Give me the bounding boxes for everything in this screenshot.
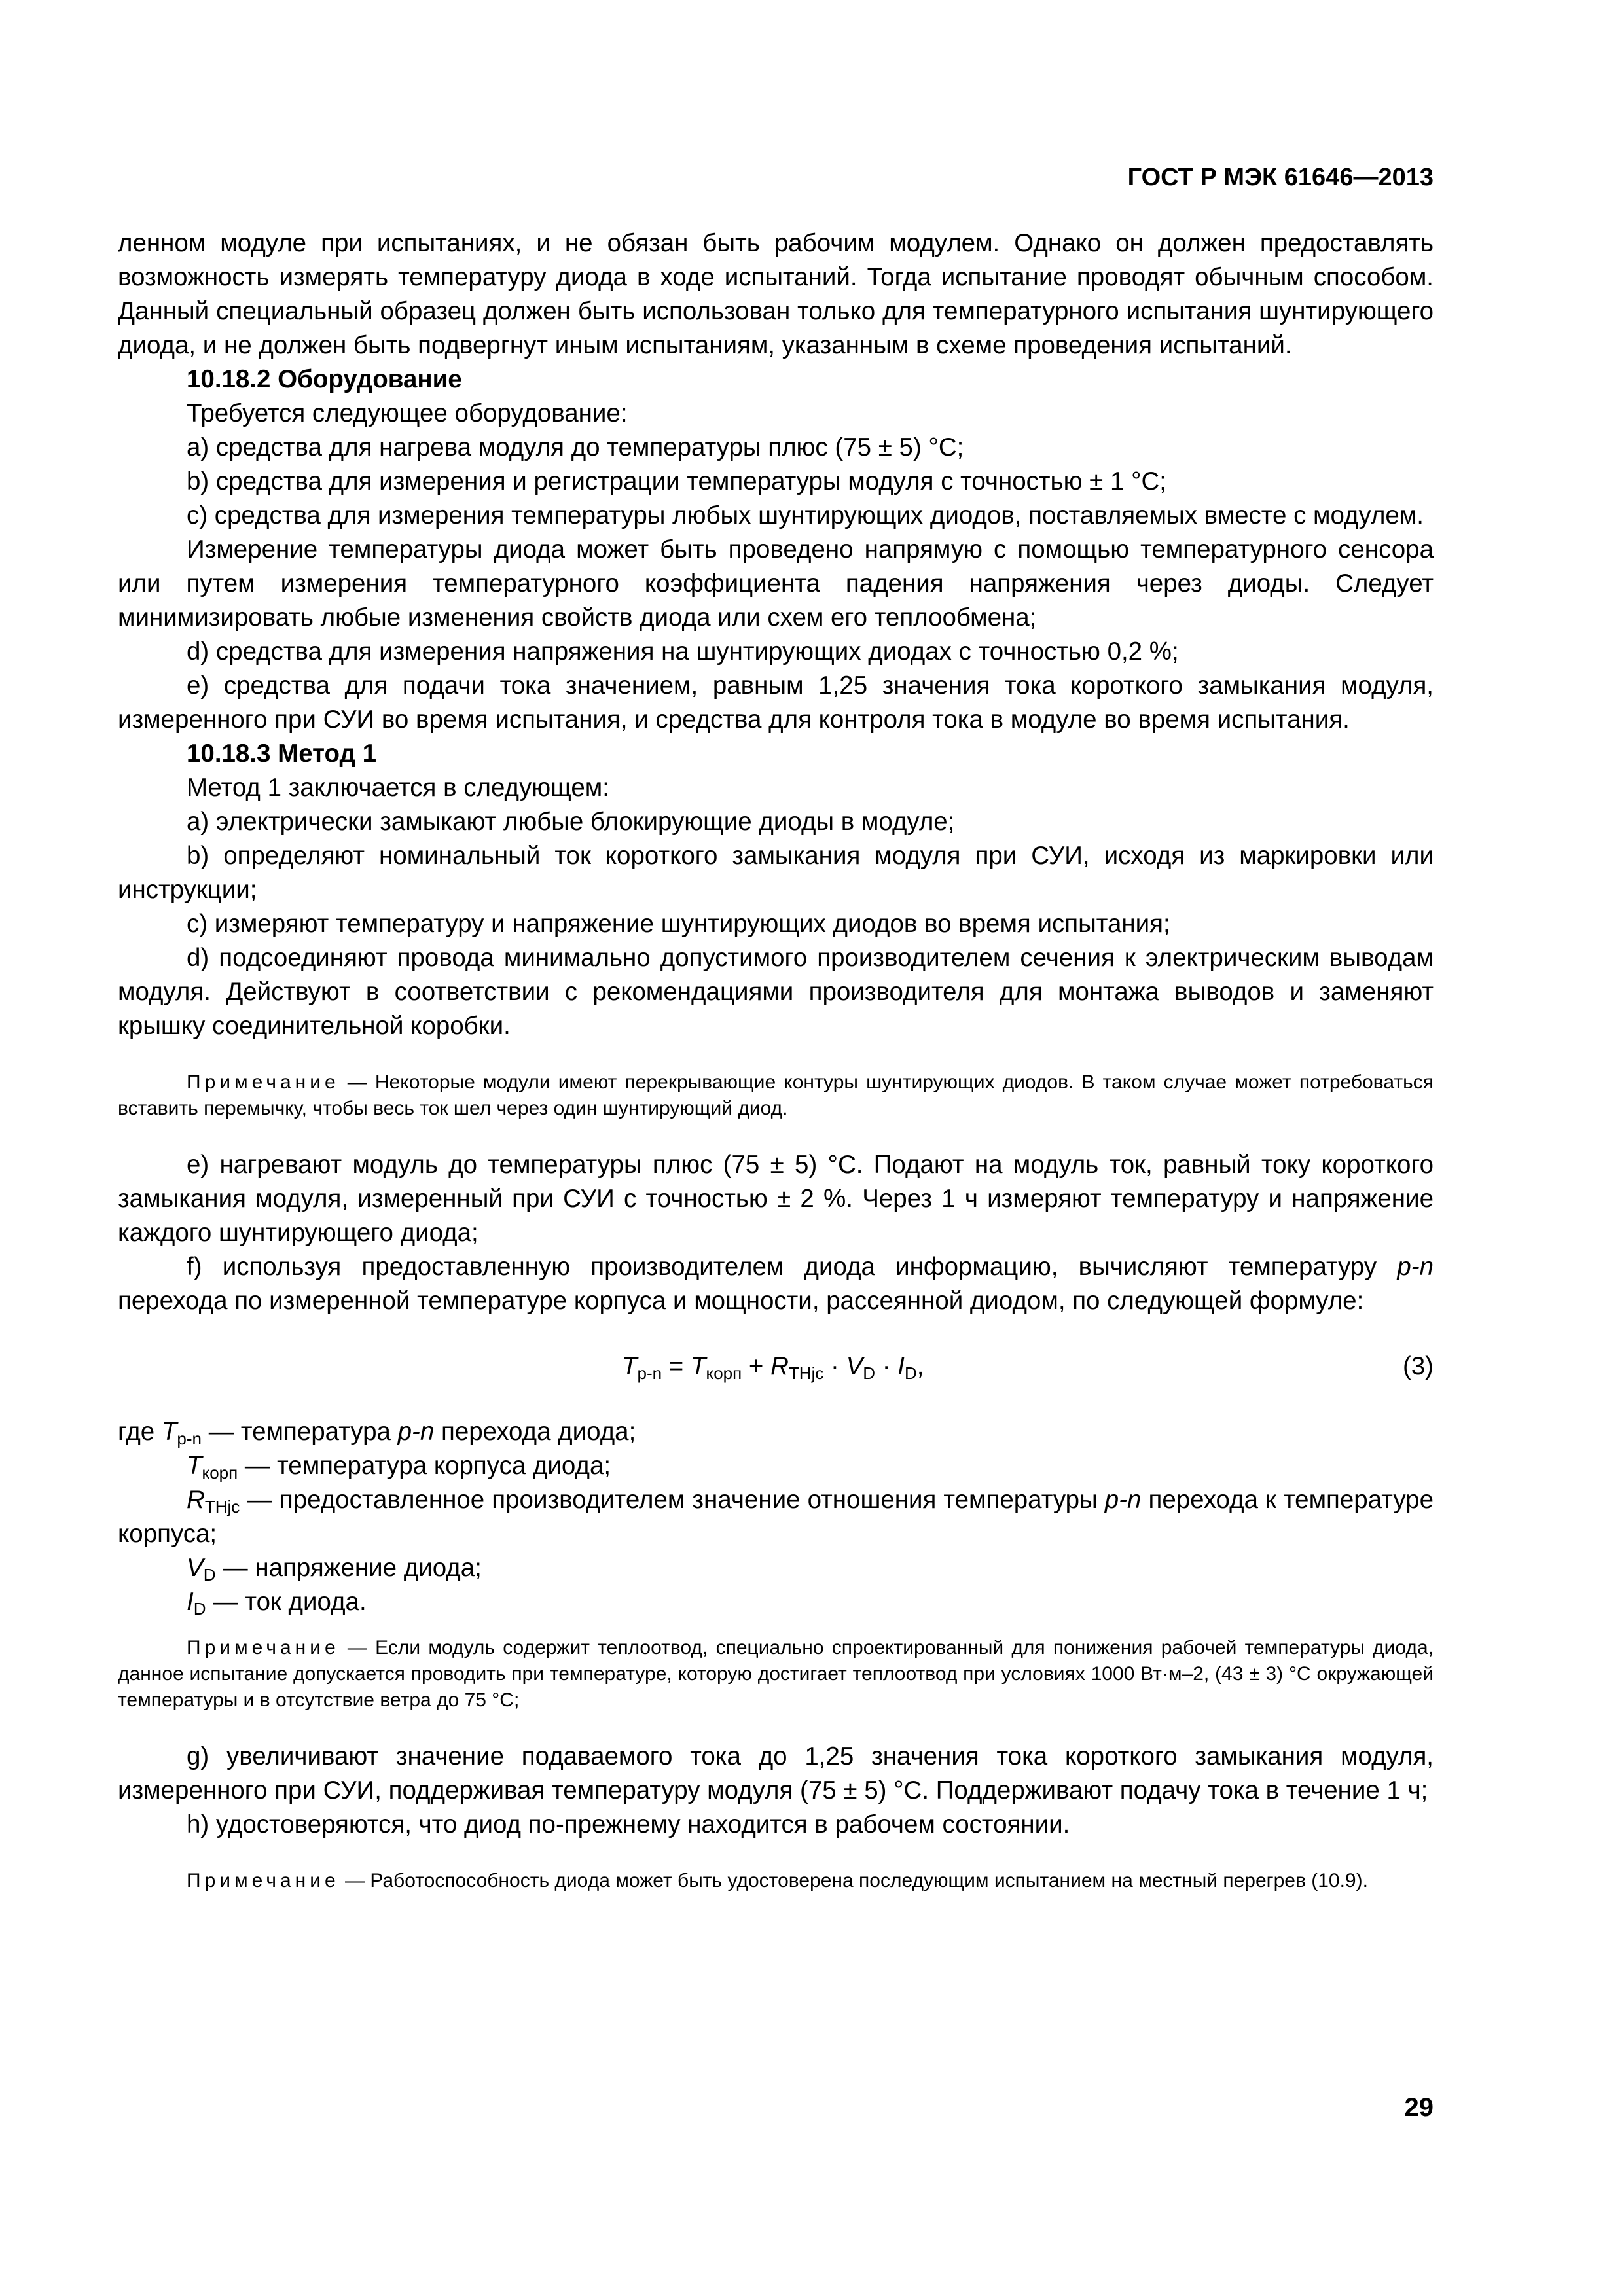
equipment-lead: Требуется следующее оборудование: xyxy=(187,399,628,427)
method-item-d: d) подсоединяют провода минимально допустимого производителем сечения к электрическим выводам модуля. Действуют в соответствии с рекомендациями производителя для монтажа выводов и заменяют крышку соединительной коробки. xyxy=(118,944,1434,1040)
def-subscript: D xyxy=(203,1565,216,1585)
def-subscript: D xyxy=(193,1599,206,1619)
equipment-item-d: d) средства для измерения напряжения на шунтирующих диодах с точностью 0,2 %; xyxy=(187,637,1179,666)
page-body xyxy=(118,226,1434,1920)
formula-operator: , xyxy=(916,1352,924,1380)
formula-3 xyxy=(622,1350,924,1384)
def-text: — температура xyxy=(202,1418,398,1446)
definition-t-korp xyxy=(118,1449,1434,1483)
def-symbol: T xyxy=(161,1418,177,1446)
formula-symbol: I xyxy=(897,1352,905,1380)
method-item-b: b) определяют номинальный ток короткого замыкания модуля при СУИ, исходя из маркировки или инструкции; xyxy=(118,842,1434,904)
formula-symbol: V xyxy=(846,1352,863,1380)
intro-paragraph: ленном модуле при испытаниях, и не обязан быть рабочим модулем. Однако он должен предоставлять возможность измерять температуру диода в ходе испытаний. Тогда испытание проводят обычным способом. Данный специальный образец должен быть использован только для температурного испытания шунтирующего диода, и не должен быть подвергнут иным испытаниям, указанным в схеме проведения испытаний. xyxy=(118,229,1434,359)
note-2 xyxy=(118,1635,1434,1713)
equipment-item-e: e) средства для подачи тока значением, равным 1,25 значения тока короткого замыкания модуля, измеренного при СУИ во время испытания, и средства для контроля тока в модуле во время испытания. xyxy=(118,672,1434,734)
method-item-a: a) электрически замыкают любые блокирующие диоды в модуле; xyxy=(187,808,955,836)
formula-subscript: D xyxy=(863,1363,876,1383)
method-item-f-text-1: f) используя предоставленную производителем диода информацию, вычисляют температуру xyxy=(187,1253,1398,1281)
note-1-text: — Некоторые модули имеют перекрывающие контуры шунтирующих диодов. В таком случае может потребоваться вставить перемычку, чтобы весь ток шел через один шунтирующий диод. xyxy=(118,1071,1434,1119)
formula-subscript: корп xyxy=(706,1363,742,1383)
section-heading-method-1: 10.18.3 Метод 1 xyxy=(187,740,377,768)
note-3-text: — Работоспособность диода может быть удостоверена последующим испытанием на местный перегрев (10.9). xyxy=(345,1870,1368,1892)
formula-symbol: R xyxy=(770,1352,789,1380)
def-symbol: I xyxy=(187,1588,194,1616)
definition-t-pn xyxy=(118,1415,1434,1449)
definition-v-d xyxy=(118,1551,1434,1585)
method-item-e: e) нагревают модуль до температуры плюс (75 ± 5) °С. Подают на модуль ток, равный току короткого замыкания модуля, измеренный при СУИ с точностью ± 2 %. Через 1 ч измеряют температуру и напряжение каждого шунтирующего диода; xyxy=(118,1151,1434,1247)
note-1-label: Примечание xyxy=(187,1071,340,1093)
note-2-label: Примечание xyxy=(187,1637,340,1659)
method-lead: Метод 1 заключается в следующем: xyxy=(187,774,609,802)
def-text: — температура корпуса диода; xyxy=(238,1452,611,1480)
formula-symbol: T xyxy=(691,1352,706,1380)
note-2-text: — Если модуль содержит теплоотвод, специально спроектированный для понижения рабочей температуры диода, данное испытание допускается проводить при температуре, которую достигает теплоотвод при условиях 1000 Вт·м–2, (43 ± 3) °С окружающей температуры и в отсутствие ветра до 75 °С; xyxy=(118,1637,1434,1711)
equation-number: (3) xyxy=(1402,1352,1434,1380)
method-item-g: g) увеличивают значение подаваемого тока до 1,25 значения тока короткого замыкания модуля, измеренного при СУИ, поддерживая температуру модуля (75 ± 5) °С. Поддерживают подачу тока в течение 1 ч; xyxy=(118,1742,1434,1804)
method-item-f-text-2: перехода по измеренной температуре корпуса и мощности, рассеянной диодом, по следующей формуле: xyxy=(118,1287,1364,1315)
def-subscript: THjc xyxy=(204,1497,240,1516)
formula-operator: · xyxy=(823,1352,846,1380)
method-item-h: h) удостоверяются, что диод по-прежнему находится в рабочем состоянии. xyxy=(187,1810,1070,1839)
formula-operator: + xyxy=(742,1352,771,1380)
where-label: где xyxy=(118,1418,162,1446)
equipment-item-a: a) средства для нагрева модуля до температуры плюс (75 ± 5) °С; xyxy=(187,433,964,461)
note-3-label: Примечание xyxy=(187,1870,340,1892)
note-3 xyxy=(118,1868,1434,1894)
formula-symbol: T xyxy=(622,1352,638,1380)
page-number: 29 xyxy=(1404,2093,1434,2122)
def-pn: p-n xyxy=(1104,1486,1142,1514)
formula-row xyxy=(118,1350,1434,1384)
def-subscript: корп xyxy=(202,1463,238,1482)
def-text: — ток диода. xyxy=(206,1588,367,1616)
equipment-item-c: c) средства для измерения температуры любых шунтирующих диодов, поставляемых вместе с модулем. xyxy=(187,501,1424,529)
def-text: — напряжение диода; xyxy=(215,1554,482,1582)
method-item-c: c) измеряют температуру и напряжение шунтирующих диодов во время испытания; xyxy=(187,910,1170,938)
definition-r-thjc xyxy=(118,1483,1434,1551)
def-text: — предоставленное производителем значение отношения температуры xyxy=(240,1486,1105,1514)
method-item-f xyxy=(118,1250,1434,1318)
def-text: перехода диода; xyxy=(434,1418,636,1446)
section-heading-equipment: 10.18.2 Оборудование xyxy=(187,365,462,393)
method-item-f-pn: p-n xyxy=(1397,1253,1434,1281)
def-subscript: p-n xyxy=(177,1429,202,1448)
formula-operator: = xyxy=(662,1352,691,1380)
formula-subscript: THjc xyxy=(788,1363,824,1383)
def-pn: p-n xyxy=(397,1418,435,1446)
def-symbol: R xyxy=(187,1486,205,1514)
formula-definitions xyxy=(118,1415,1434,1619)
definition-i-d xyxy=(118,1585,1434,1619)
equipment-measurement-paragraph: Измерение температуры диода может быть проведено напрямую с помощью температурного сенсора или путем измерения температурного коэффициента падения напряжения через диоды. Следует минимизировать любые изменения свойств диода или схем его теплообмена; xyxy=(118,535,1434,632)
document-code-header: ГОСТ Р МЭК 61646—2013 xyxy=(1127,164,1434,191)
note-1 xyxy=(118,1069,1434,1122)
formula-operator: · xyxy=(875,1352,898,1380)
def-symbol: V xyxy=(187,1554,204,1582)
formula-subscript: p-n xyxy=(637,1363,662,1383)
def-text: перехода к температуре корпуса; xyxy=(118,1486,1434,1548)
equipment-item-b: b) средства для измерения и регистрации температуры модуля с точностью ± 1 °С; xyxy=(187,467,1167,495)
formula-subscript: D xyxy=(904,1363,917,1383)
def-symbol: T xyxy=(187,1452,202,1480)
